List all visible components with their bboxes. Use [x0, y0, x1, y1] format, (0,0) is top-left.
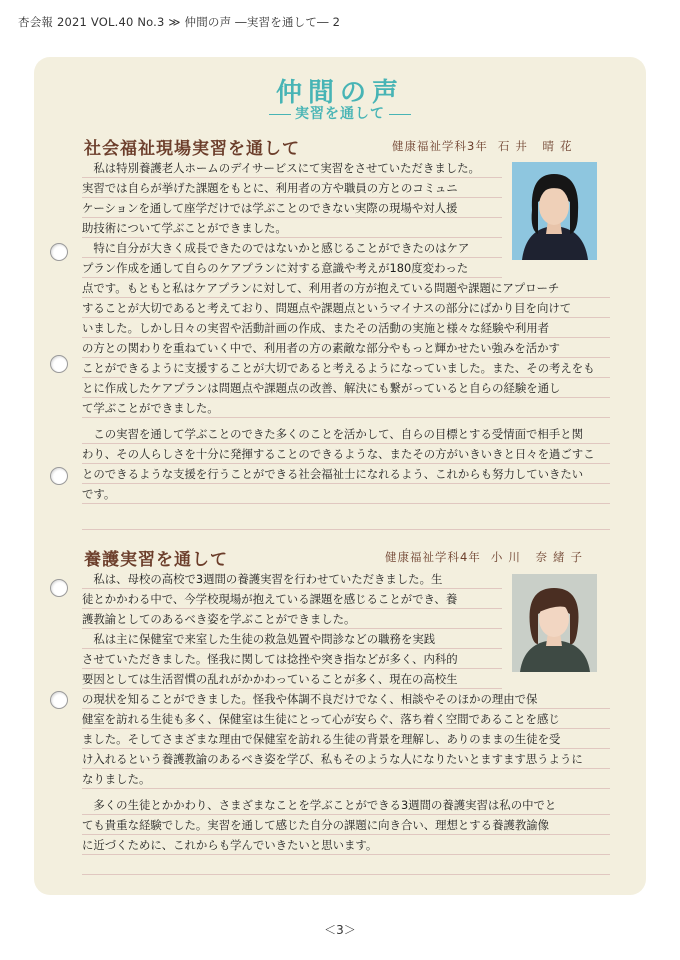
binder-ring [50, 579, 68, 597]
section2-line: なりました。 [82, 769, 610, 789]
section2-author [385, 549, 588, 565]
section1-line: わり、その人らしさを十分に発揮することのできるような、またその方がいきいきと日々を過ごすこ [82, 444, 610, 464]
section2-author-photo [512, 574, 597, 672]
section2-line: の現状を知ることができました。怪我や体調不良だけでなく、相談やそのほかの理由で保 [82, 689, 610, 709]
section1-author-photo [512, 162, 597, 260]
page-number: ＜3＞ [324, 923, 356, 937]
section1-line: て学ぶことができました。 [82, 398, 610, 418]
section1-line: の方との関わりを重ねていく中で、利用者の方の素敵な部分やもっと輝かせたい強みを活かす [82, 338, 610, 358]
section1-line: ことができるように支援することが大切であると考えるようになっていました。また、その考えをも [82, 358, 610, 378]
running-head: 杏会報 2021 VOL.40 No.3 ≫ 仲間の声 ―実習を通して― 2 [18, 15, 341, 29]
section1-line: です。 [82, 484, 610, 504]
section2-line: 健室を訪れる生徒も多く、保健室は生徒にとって心が安らぐ、落ち着く空間であることを感じ [82, 709, 610, 729]
section2-line [82, 855, 610, 875]
section2-line: させていただきました。怪我に関しては捻挫や突き指などが多く、内科的 [82, 649, 502, 669]
section2-line: ました。そしてさまざまな理由で保健室を訪れる生徒の背景を理解し、ありのままの生徒を受 [82, 729, 610, 749]
section1-line [82, 510, 610, 530]
section2-line: 護教諭としてのあるべき姿を学ぶことができました。 [82, 609, 502, 629]
section2-title: 養護実習を通して [84, 550, 228, 570]
page-subtitle [0, 103, 680, 123]
section1-line: することが大切であると考えており、問題点や課題点というマイナスの部分にばかり目を向けて [82, 298, 610, 318]
binder-ring [50, 691, 68, 709]
page-title: 仲間の声 [275, 78, 404, 108]
section2-line: に近づくために、これからも学んでいきたいと思います。 [82, 835, 610, 855]
binder-ring [50, 355, 68, 373]
section1-line: プラン作成を通して自らのケアプランに対する意識や考えが180度変わった [82, 258, 502, 278]
section2-line: 徒とかかわる中で、今学校現場が抱えている課題を感じることができ、養 [82, 589, 502, 609]
section2-author-dept: 健康福祉学科4年 [385, 550, 481, 564]
section1-line: 実習では自らが挙げた課題をもとに、利用者の方や職員の方とのコミュニ [82, 178, 502, 198]
section2-line: 多くの生徒とかかわり、さまざまなことを学ぶことができる3週間の養護実習は私の中でと [82, 795, 610, 815]
section1-line: 助技術について学ぶことができました。 [82, 218, 502, 238]
section1-line: この実習を通して学ぶことのできた多くのことを活かして、自らの目標とする受情面で相手と関 [82, 424, 610, 444]
section1-line: 私は特別養護老人ホームのデイサービスにて実習をさせていただきました。 [82, 158, 502, 178]
section1-line: とに作成したケアプランは問題点や課題点の改善、解決にも繋がっていると自らの経験を通し [82, 378, 610, 398]
section1-author-name: 石井 晴花 [497, 139, 578, 153]
section1-line: 点です。もともと私はケアプランに対して、利用者の方が抱えている問題や課題にアプローチ [82, 278, 610, 298]
section1-line: 特に自分が大きく成長できたのではないかと感じることができたのはケア [82, 238, 502, 258]
section1-author-dept: 健康福祉学科3年 [392, 139, 488, 153]
binder-ring [50, 467, 68, 485]
section2-line: け入れるという養護教諭のあるべき姿を学び、私もそのような人になりたいとますます思うように [82, 749, 610, 769]
subtitle-dash [389, 114, 411, 115]
section1-title: 社会福祉現場実習を通して [84, 139, 300, 159]
subtitle-text: 実習を通して [295, 106, 385, 122]
section2-author-name: 小川 奈緒子 [490, 550, 588, 564]
section2-line: 要因としては生活習慣の乱れがかかわっていることが多く、現在の高校生 [82, 669, 502, 689]
section1-line: ケーションを通して座学だけでは学ぶことのできない実際の現場や対人援 [82, 198, 502, 218]
section2-line: 私は主に保健室で来室した生徒の救急処置や問診などの職務を実践 [82, 629, 502, 649]
section2-line: ても貴重な経験でした。実習を通して感じた自分の課題に向き合い、理想とする養護教諭像 [82, 815, 610, 835]
section1-line: とのできるような支援を行うことができる社会福祉士になれるよう、これからも努力していきたい [82, 464, 610, 484]
section1-line: いました。しかし日々の実習や活動計画の作成、またその活動の実施と様々な経験や利用者 [82, 318, 610, 338]
binder-ring [50, 243, 68, 261]
subtitle-dash [269, 114, 291, 115]
section1-author [392, 138, 577, 154]
section2-line: 私は、母校の高校で3週間の養護実習を行わせていただきました。生 [82, 569, 502, 589]
